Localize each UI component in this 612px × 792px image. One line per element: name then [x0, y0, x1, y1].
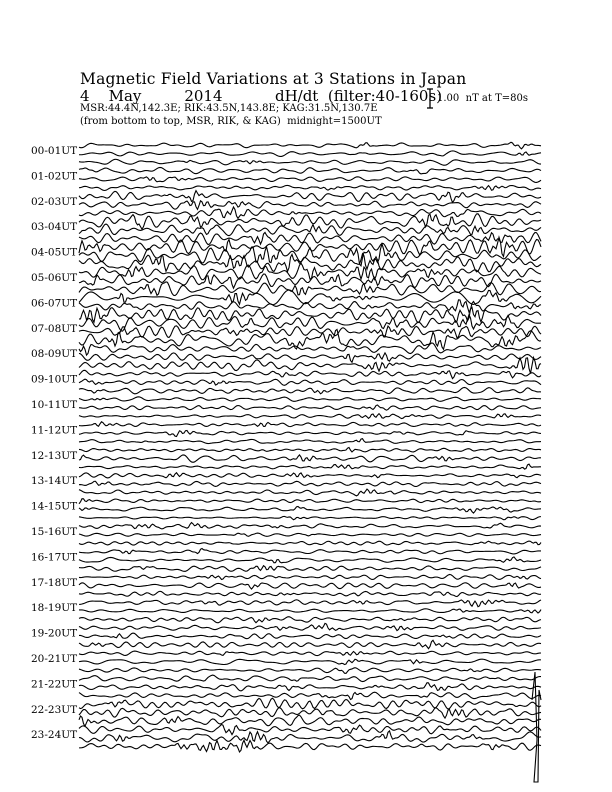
trace-line-rik	[79, 405, 541, 410]
hour-label: 23-24UT	[31, 729, 78, 742]
chart-title: Magnetic Field Variations at 3 Stations in Japan	[80, 70, 467, 88]
trace-line-msr	[79, 617, 541, 623]
trace-line-msr	[79, 358, 541, 374]
trace-line-msr	[79, 489, 541, 496]
trace-line-msr	[79, 692, 541, 699]
hour-label: 17-18UT	[31, 576, 78, 589]
trace-line-kag	[79, 675, 541, 681]
trace-line-rik	[79, 708, 541, 718]
trace-line-msr	[79, 387, 541, 393]
trace-line-kag	[79, 191, 541, 203]
trace-line-kag	[79, 290, 541, 305]
trace-group	[79, 142, 541, 782]
trace-line-rik	[79, 583, 541, 589]
trace-line-rik	[79, 609, 541, 613]
trace-line-kag	[79, 447, 541, 452]
trace-line-msr	[79, 185, 541, 190]
trace-line-kag	[79, 623, 541, 630]
hour-label: 00-01UT	[31, 145, 78, 157]
trace-line-rik	[79, 201, 541, 210]
trace-line-msr	[79, 414, 541, 419]
trace-line-rik	[79, 326, 541, 338]
trace-line-kag	[79, 651, 541, 656]
filter-label: (filter:40-160s)	[327, 87, 443, 105]
trace-line-msr	[79, 668, 541, 674]
trace-line-kag	[79, 397, 541, 401]
trace-line-rik	[79, 224, 541, 236]
hour-label: 11-12UT	[31, 424, 78, 437]
trace-line-msr	[79, 159, 541, 165]
trace-line-rik	[79, 455, 541, 462]
trace-line-kag	[79, 574, 541, 579]
trace-line-msr	[79, 566, 541, 572]
hour-label: 19-20UT	[31, 627, 78, 640]
hour-label: 07-08UT	[31, 322, 78, 335]
station-order: (from bottom to top, MSR, RIK, & KAG)	[80, 116, 281, 127]
hour-label: 12-13UT	[31, 449, 78, 462]
trace-line-rik	[79, 353, 541, 362]
hour-label: 04-05UT	[31, 246, 78, 259]
trace-line-rik	[79, 659, 541, 664]
trace-line-rik	[79, 177, 541, 183]
trace-line-kag	[79, 549, 541, 554]
hour-label: 08-09UT	[31, 348, 78, 361]
hour-label: 03-04UT	[31, 221, 78, 234]
hour-label: 15-16UT	[31, 526, 78, 538]
date-year: 2014	[184, 87, 223, 105]
trace-line-kag	[79, 724, 541, 734]
trace-line-kag	[79, 214, 541, 229]
trace-line-kag	[79, 600, 541, 607]
station-coordinates: MSR:44.4N,142.3E; RIK:43.5N,143.8E; KAG:31.5N,130.7E	[80, 103, 378, 114]
trace-line-kag	[79, 473, 541, 478]
trace-line-kag	[79, 343, 541, 355]
quantity-label: dH/dt	[274, 87, 319, 105]
trace-line-rik	[79, 379, 541, 385]
hour-label: 05-06UT	[31, 272, 78, 284]
hour-label: 02-03UT	[31, 195, 78, 208]
hour-label: 14-15UT	[31, 500, 78, 513]
trace-line-msr	[79, 591, 541, 596]
trace-line-msr	[79, 715, 541, 726]
trace-spike	[532, 672, 541, 782]
hour-label: 06-07UT	[31, 297, 78, 310]
hour-label: 16-17UT	[31, 551, 78, 564]
hour-label: 21-22UT	[31, 678, 78, 691]
trace-line-msr	[79, 541, 541, 545]
trace-line-kag	[79, 263, 541, 280]
date-day: 4	[80, 87, 90, 105]
trace-line-msr	[79, 640, 541, 648]
trace-line-msr	[79, 254, 541, 272]
trace-line-rik	[79, 683, 541, 691]
trace-line-kag	[79, 167, 541, 173]
trace-line-msr	[79, 439, 541, 444]
hour-label-group	[31, 145, 77, 741]
hour-label: 10-11UT	[31, 399, 78, 411]
date-month: May	[108, 87, 142, 105]
trace-line-msr	[79, 740, 541, 752]
trace-line-kag	[79, 370, 541, 378]
trace-line-rik	[79, 151, 541, 157]
hour-label: 09-10UT	[31, 373, 78, 386]
hour-label: 13-14UT	[31, 475, 78, 488]
trace-line-rik	[79, 557, 541, 563]
trace-line-kag	[79, 698, 541, 709]
trace-line-kag	[79, 142, 541, 149]
trace-line-rik	[79, 506, 541, 513]
trace-line-rik	[79, 481, 541, 486]
trace-line-kag	[79, 523, 541, 529]
trace-line-kag	[79, 499, 541, 504]
trace-line-rik	[79, 533, 541, 536]
trace-line-kag	[79, 315, 541, 331]
trace-line-msr	[79, 282, 541, 296]
trace-line-rik	[79, 431, 541, 437]
trace-line-kag	[79, 422, 541, 427]
trace-line-msr	[79, 516, 541, 519]
hour-label: 18-19UT	[31, 602, 78, 615]
trace-line-rik	[79, 633, 541, 639]
hour-label: 20-21UT	[31, 653, 78, 665]
hour-label: 22-23UT	[31, 703, 78, 716]
scale-bar-label: 1.00 nT at T=80s	[437, 93, 528, 104]
hour-label: 01-02UT	[31, 170, 78, 183]
trace-line-msr	[79, 464, 541, 469]
midnight-note: midnight=1500UT	[287, 116, 382, 127]
